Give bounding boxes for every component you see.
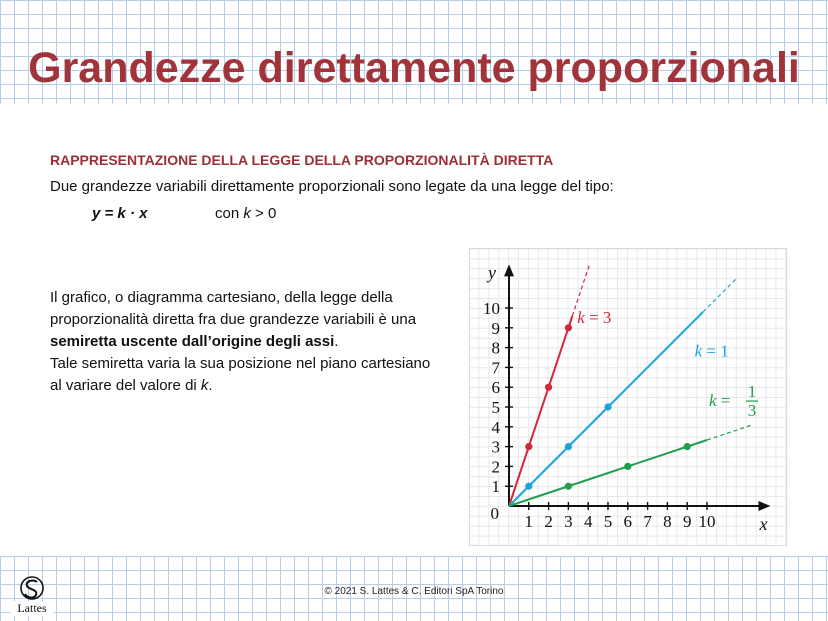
origin-label: 0: [490, 504, 499, 523]
x-axis-arrow: [758, 501, 770, 511]
series-label-text: [577, 308, 611, 327]
x-tick-label: 1: [524, 512, 534, 531]
y-tick-label: 9: [491, 318, 500, 338]
x-tick-label: 3: [564, 512, 573, 531]
description-bold: semiretta uscente dall’origine degli assi: [50, 333, 335, 350]
series-label: [695, 342, 729, 361]
description-line2-suffix: .: [208, 377, 213, 394]
y-tick-label: 6: [491, 378, 500, 398]
logo-text: Lattes: [10, 601, 54, 616]
series-label-k: k: [708, 391, 717, 411]
y-tick-label: 10: [483, 299, 500, 318]
fraction-numerator: 1: [747, 382, 757, 402]
data-point: [565, 443, 572, 450]
series-label-equals: = 3: [584, 307, 612, 327]
data-point: [525, 483, 532, 490]
section-heading: RAPPRESENTAZIONE DELLA LEGGE DELLA PROPORZIONALITÀ DIRETTA: [50, 152, 554, 168]
data-point: [565, 324, 572, 331]
series-extension-dashed: [703, 278, 737, 312]
fraction-denominator: 3: [747, 401, 757, 421]
data-point: [604, 403, 611, 410]
x-tick-label: 2: [544, 512, 553, 531]
series-label-equals: =: [716, 391, 731, 411]
proportionality-chart: [469, 248, 787, 546]
series-label: [577, 308, 611, 327]
formula-condition-suffix: > 0: [250, 205, 277, 222]
y-tick-label: 3: [491, 437, 500, 457]
series-label-text: [695, 342, 729, 361]
x-tick-label: 6: [623, 512, 633, 531]
x-tick-label: 9: [682, 512, 692, 531]
data-point: [545, 384, 552, 391]
x-axis-label: x: [759, 514, 768, 534]
x-tick-label: 10: [698, 512, 716, 531]
data-point: [565, 483, 572, 490]
formula-equation: y = k · x: [92, 205, 148, 222]
y-tick-label: 2: [491, 457, 500, 477]
description-part1: Il grafico, o diagramma cartesiano, della legge della proporzionalità diretta fra due grandezze variabili è una: [50, 289, 417, 328]
x-tick-label: 4: [583, 512, 593, 531]
x-tick-label: 5: [603, 512, 613, 531]
x-tick-label: 8: [663, 512, 672, 531]
data-point: [525, 443, 532, 450]
data-point: [684, 443, 691, 450]
series-label-k: k: [577, 307, 585, 327]
data-point: [624, 463, 631, 470]
chart-grid: [469, 248, 787, 546]
series-label-k: k: [694, 341, 703, 361]
description-text: [50, 287, 445, 397]
formula-condition-var: k: [243, 205, 251, 222]
description-line2-prefix: Tale semiretta varia la sua posizione nel piano cartesiano al variare del valore di: [50, 355, 431, 394]
formula-condition-prefix: con: [215, 205, 244, 222]
y-axis-label: y: [488, 262, 496, 283]
y-tick-label: 1: [491, 477, 500, 497]
series-label-text: [709, 391, 730, 410]
page-title: Grandezze direttamente proporzionali: [28, 44, 800, 92]
series-label-equals: = 1: [702, 341, 729, 361]
y-tick-label: 4: [491, 417, 500, 437]
description-part2: .: [334, 333, 339, 350]
chart-labels: [483, 262, 767, 534]
y-tick-label: 8: [491, 338, 500, 358]
intro-text: Due grandezze variabili direttamente proporzionali sono legate da una legge del tipo:: [50, 178, 614, 195]
copyright-footer: © 2021 S. Lattes & C. Editori SpA Torino: [324, 586, 504, 597]
x-tick-label: 7: [643, 512, 652, 531]
formula: [92, 205, 277, 222]
formula-condition: [215, 205, 276, 222]
y-axis-arrow: [504, 264, 514, 276]
y-tick-label: 5: [491, 398, 500, 417]
description-line2-var: k: [200, 377, 209, 394]
y-tick-label: 7: [491, 358, 500, 378]
